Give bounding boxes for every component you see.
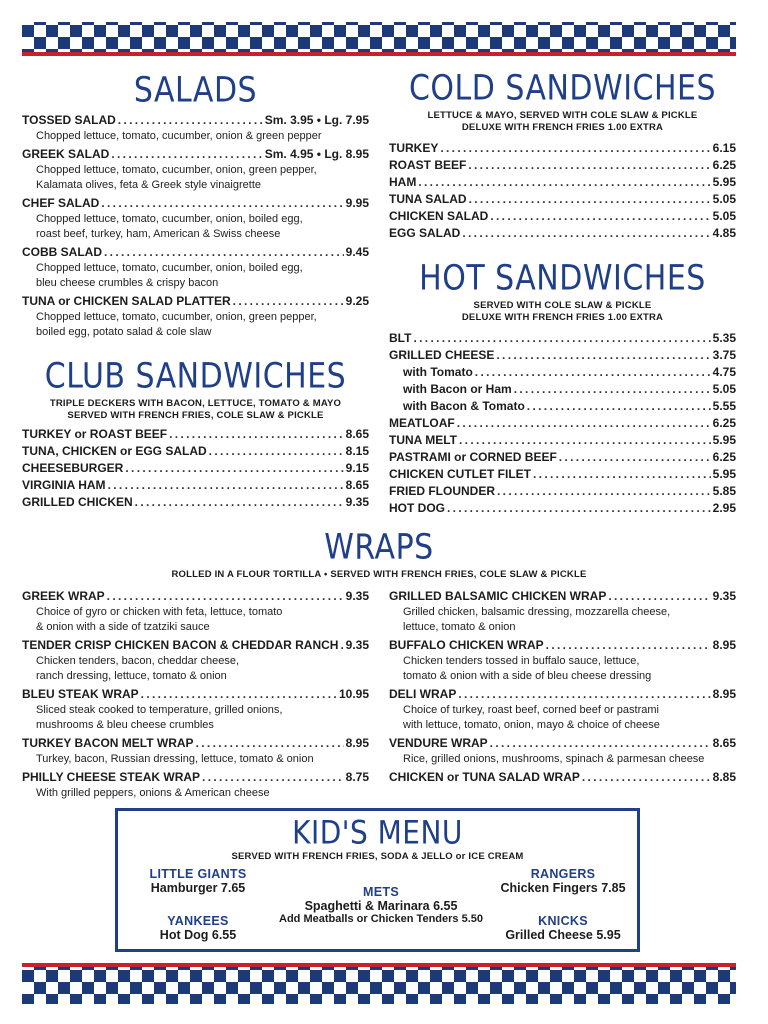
wraps-title: WRAPS (324, 527, 434, 568)
knicks-heading: KNICKS (538, 914, 588, 928)
menu-item-price: 2.95 (712, 501, 736, 515)
rangers-item: Chicken Fingers 7.85 (500, 881, 626, 895)
menu-item-description: Chopped lettuce, tomato, cucumber, onion & green pepper (36, 130, 322, 142)
menu-item-price: 8.95 (712, 687, 736, 701)
menu-item-price: 8.65 (712, 736, 736, 750)
dot-leader (514, 381, 711, 398)
menu-item-name: VENDURE WRAP (389, 736, 488, 750)
menu-item-price: 9.35 (712, 589, 736, 603)
dot-leader (582, 769, 711, 786)
dot-leader (169, 426, 344, 443)
menu-item (389, 381, 736, 398)
knicks-item: Grilled Cheese 5.95 (505, 928, 621, 942)
menu-item-price: 9.45 (345, 245, 369, 259)
menu-item-price: 8.15 (345, 444, 369, 458)
menu-item (22, 293, 369, 310)
menu-item-name: CHEESEBURGER (22, 461, 124, 475)
menu-item-description: Grilled chicken, balsamic dressing, mozzarella cheese, (403, 606, 671, 618)
menu-item (22, 426, 369, 443)
menu-item-description: With grilled peppers, onions & American cheese (36, 787, 270, 799)
dot-leader (107, 588, 344, 605)
menu-item (389, 157, 736, 174)
menu-item-description: & onion with a side of tzatziki sauce (36, 621, 210, 633)
menu-item (389, 415, 736, 432)
menu-item-price: 9.15 (345, 461, 369, 475)
cold-sandwiches-list (389, 140, 736, 242)
salads-title: SALADS (133, 70, 258, 111)
club-sandwiches-section (22, 356, 369, 511)
menu-item-price: 6.25 (712, 416, 736, 430)
dot-leader (118, 112, 263, 129)
mets-item: Spaghetti & Marinara 6.55 (304, 899, 458, 913)
kids-little-giants (138, 867, 258, 895)
menu-item-price: 9.35 (345, 638, 369, 652)
menu-item (22, 460, 369, 477)
menu-item-price: 8.95 (712, 638, 736, 652)
dot-leader (458, 686, 710, 703)
dot-leader (440, 140, 710, 157)
menu-item-name: ROAST BEEF (389, 158, 467, 172)
menu-item-price: 5.55 (712, 399, 736, 413)
dot-leader (202, 769, 344, 786)
menu-item (389, 208, 736, 225)
menu-item (389, 432, 736, 449)
menu-item-description: Chopped lettuce, tomato, cucumber, onion, green pepper, (36, 311, 317, 323)
dot-leader (101, 195, 343, 212)
little-giants-heading: LITTLE GIANTS (149, 867, 247, 881)
menu-item-description: mushrooms & bleu cheese crumbles (36, 719, 214, 731)
wraps-subtitle: ROLLED IN A FLOUR TORTILLA • SERVED WITH FRENCH FRIES, COLE SLAW & PICKLE (171, 569, 587, 580)
menu-item-price: 6.15 (712, 141, 736, 155)
menu-item-price: 5.05 (712, 382, 736, 396)
menu-item-description: roast beef, turkey, ham, American & Swiss cheese (36, 228, 281, 240)
dot-leader (233, 293, 344, 310)
menu-item-price: 8.85 (712, 770, 736, 784)
dot-leader (418, 174, 710, 191)
menu-item-name: with Bacon or Ham (403, 382, 512, 396)
menu-item-name: CHICKEN CUTLET FILET (389, 467, 531, 481)
menu-item-name: TURKEY BACON MELT WRAP (22, 736, 194, 750)
menu-item-description: tomato & onion with a side of bleu cheese dressing (403, 670, 652, 682)
club-sandwiches-list (22, 426, 369, 511)
menu-item-name: GRILLED BALSAMIC CHICKEN WRAP (389, 589, 607, 603)
dot-leader (559, 449, 711, 466)
menu-item-name: HOT DOG (389, 501, 445, 515)
club-sandwiches-title: CLUB SANDWICHES (44, 356, 347, 397)
menu-item (22, 244, 369, 261)
menu-item-price: 4.85 (712, 226, 736, 240)
dot-leader (457, 415, 711, 432)
dot-leader (546, 637, 711, 654)
menu-item (22, 195, 369, 212)
menu-item-name: CHICKEN SALAD (389, 209, 489, 223)
little-giants-item: Hamburger 7.65 (150, 881, 246, 895)
wraps-section (22, 527, 736, 803)
menu-item-name: PHILLY CHEESE STEAK WRAP (22, 770, 201, 784)
menu-item-name: BLT (389, 331, 412, 345)
menu-item-description: Chopped lettuce, tomato, cucumber, onion, boiled egg, (36, 262, 303, 274)
mets-heading: METS (363, 885, 399, 899)
kids-mets (268, 885, 494, 925)
menu-item-name: TUNA, CHICKEN or EGG SALAD (22, 444, 207, 458)
dot-leader (459, 432, 711, 449)
menu-item (22, 588, 369, 605)
menu-item-description: Chopped lettuce, tomato, cucumber, onion, green pepper, (36, 164, 317, 176)
menu-item-price: 6.25 (712, 158, 736, 172)
dot-leader (111, 146, 262, 163)
menu-item (22, 769, 369, 786)
dot-leader (340, 637, 343, 654)
menu-item-price: 5.85 (712, 484, 736, 498)
menu-item (389, 735, 736, 752)
menu-item-name: TUNA or CHICKEN SALAD PLATTER (22, 294, 231, 308)
checker-pattern (22, 22, 736, 52)
menu-item-description: Chicken tenders, bacon, cheddar cheese, (36, 655, 240, 667)
menu-item-price: 9.25 (345, 294, 369, 308)
cold-sandwiches-title: COLD SANDWICHES (408, 68, 717, 109)
menu-item-price: 5.95 (712, 467, 736, 481)
menu-item-price: 3.75 (712, 348, 736, 362)
dot-leader (108, 477, 344, 494)
salads-list (22, 112, 369, 340)
menu-item (389, 449, 736, 466)
menu-item (22, 146, 369, 163)
menu-item-name: CHEF SALAD (22, 196, 100, 210)
menu-item (389, 140, 736, 157)
menu-item-price: 6.25 (712, 450, 736, 464)
menu-item-name: BUFFALO CHICKEN WRAP (389, 638, 544, 652)
menu-item (389, 637, 736, 654)
hot-sandwiches-subtitle-2: DELUXE WITH FRENCH FRIES 1.00 EXTRA (461, 312, 664, 323)
menu-item (389, 347, 736, 364)
menu-item (22, 686, 369, 703)
dot-leader (209, 443, 344, 460)
dot-leader (196, 735, 344, 752)
dot-leader (496, 347, 710, 364)
menu-item-price: 9.35 (345, 495, 369, 509)
menu-item-price: Sm. 4.95 • Lg. 8.95 (264, 147, 369, 161)
salads-section (22, 70, 369, 342)
menu-item (389, 191, 736, 208)
menu-item (389, 174, 736, 191)
menu-item-name: EGG SALAD (389, 226, 461, 240)
menu-item-price: 5.05 (712, 192, 736, 206)
dot-leader (125, 460, 343, 477)
dot-leader (469, 191, 711, 208)
menu-item-name: GRILLED CHICKEN (22, 495, 133, 509)
menu-item-description: Choice of turkey, roast beef, corned beef or pastrami (403, 704, 659, 716)
menu-item-name: GREEK SALAD (22, 147, 110, 161)
dot-leader (527, 398, 711, 415)
menu-item-price: 5.95 (712, 175, 736, 189)
menu-item (22, 112, 369, 129)
dot-leader (104, 244, 344, 261)
kids-rangers (498, 867, 628, 895)
menu-item-price: Sm. 3.95 • Lg. 7.95 (264, 113, 369, 127)
bottom-checker-band (22, 963, 736, 1004)
mets-item-addon: Add Meatballs or Chicken Tenders 5.50 (279, 913, 483, 925)
dot-leader (413, 330, 710, 347)
menu-item (389, 769, 736, 786)
menu-item-name: TOSSED SALAD (22, 113, 116, 127)
menu-item-name: GRILLED CHEESE (389, 348, 495, 362)
menu-item-name: VIRGINIA HAM (22, 478, 106, 492)
menu-item-name: CHICKEN or TUNA SALAD WRAP (389, 770, 580, 784)
hot-sandwiches-subtitle-1: SERVED WITH COLE SLAW & PICKLE (473, 300, 652, 311)
menu-item (22, 494, 369, 511)
dot-leader (468, 157, 710, 174)
menu-item-price: 9.95 (345, 196, 369, 210)
menu-item-price: 5.05 (712, 209, 736, 223)
dot-leader (490, 208, 710, 225)
menu-item-description: Chicken tenders tossed in buffalo sauce, lettuce, (403, 655, 640, 667)
menu-item-description: Rice, grilled onions, mushrooms, spinach & parmesan cheese (403, 753, 705, 765)
menu-item-description: with lettuce, tomato, onion, mayo & choice of cheese (403, 719, 660, 731)
menu-item-name: TENDER CRISP CHICKEN BACON & CHEDDAR RANCH (22, 638, 339, 652)
menu-item (389, 330, 736, 347)
wraps-left-column (22, 588, 369, 803)
menu-item-description: Turkey, bacon, Russian dressing, lettuce, tomato & onion (36, 753, 314, 765)
menu-item (389, 225, 736, 242)
red-stripe (22, 52, 736, 56)
menu-item (22, 637, 369, 654)
cold-sandwiches-subtitle-2: DELUXE WITH FRENCH FRIES 1.00 EXTRA (461, 122, 664, 133)
yankees-item: Hot Dog 6.55 (159, 928, 237, 942)
menu-item-description: bleu cheese crumbles & crispy bacon (36, 277, 219, 289)
menu-item-price: 8.95 (345, 736, 369, 750)
menu-item-description: lettuce, tomato & onion (403, 621, 516, 633)
dot-leader (462, 225, 710, 242)
menu-item-name: TURKEY (389, 141, 439, 155)
menu-item-name: BLEU STEAK WRAP (22, 687, 139, 701)
menu-item (389, 398, 736, 415)
menu-item (389, 466, 736, 483)
menu-item (389, 483, 736, 500)
menu-item-price: 8.75 (345, 770, 369, 784)
dot-leader (447, 500, 711, 517)
menu-item-name: TURKEY or ROAST BEEF (22, 427, 168, 441)
dot-leader (141, 686, 337, 703)
menu-item-description: Choice of gyro or chicken with feta, lettuce, tomato (36, 606, 283, 618)
dot-leader (608, 588, 710, 605)
club-sandwiches-subtitle-1: TRIPLE DECKERS WITH BACON, LETTUCE, TOMATO & MAYO (49, 398, 342, 409)
kids-menu-title: KID'S MENU (292, 813, 463, 852)
hot-sandwiches-title: HOT SANDWICHES (419, 258, 706, 299)
kids-menu-subtitle: SERVED WITH FRENCH FRIES, SODA & JELLO or ICE CREAM (231, 851, 524, 862)
menu-item-description: Kalamata olives, feta & Greek style vinaigrette (36, 179, 261, 191)
dot-leader (533, 466, 711, 483)
menu-item-name: DELI WRAP (389, 687, 457, 701)
menu-item-name: FRIED FLOUNDER (389, 484, 495, 498)
menu-item-name: PASTRAMI or CORNED BEEF (389, 450, 557, 464)
cold-sandwiches-section (389, 68, 736, 242)
menu-item (389, 686, 736, 703)
menu-item-price: 8.65 (345, 478, 369, 492)
dot-leader (135, 494, 344, 511)
menu-item-price: 5.35 (712, 331, 736, 345)
menu-item-name: GREEK WRAP (22, 589, 105, 603)
dot-leader (490, 735, 711, 752)
dot-leader (475, 364, 711, 381)
menu-item (389, 364, 736, 381)
menu-item-description: Sliced steak cooked to temperature, grilled onions, (36, 704, 283, 716)
menu-item (389, 588, 736, 605)
menu-item-name: with Bacon & Tomato (403, 399, 525, 413)
kids-yankees (138, 914, 258, 942)
kids-knicks (498, 914, 628, 942)
wraps-right-column (389, 588, 736, 803)
menu-item-price: 5.95 (712, 433, 736, 447)
yankees-heading: YANKEES (167, 914, 229, 928)
menu-item-name: MEATLOAF (389, 416, 455, 430)
menu-item-name: COBB SALAD (22, 245, 102, 259)
menu-item-description: Chopped lettuce, tomato, cucumber, onion, boiled egg, (36, 213, 303, 225)
menu-item (22, 477, 369, 494)
dot-leader (497, 483, 711, 500)
menu-item (22, 735, 369, 752)
kids-menu-box (115, 808, 640, 952)
club-sandwiches-subtitle-2: SERVED WITH FRENCH FRIES, COLE SLAW & PICKLE (67, 410, 324, 421)
menu-item-name: with Tomato (403, 365, 473, 379)
menu-item (22, 443, 369, 460)
checker-pattern (22, 967, 736, 1004)
cold-sandwiches-subtitle-1: LETTUCE & MAYO, SERVED WITH COLE SLAW & PICKLE (427, 110, 698, 121)
menu-item-description: ranch dressing, lettuce, tomato & onion (36, 670, 227, 682)
menu-item-description: boiled egg, potato salad & cole slaw (36, 326, 212, 338)
menu-item-price: 8.65 (345, 427, 369, 441)
menu-item-price: 9.35 (345, 589, 369, 603)
menu-item-name: TUNA SALAD (389, 192, 467, 206)
rangers-heading: RANGERS (530, 867, 596, 881)
menu-item-price: 4.75 (712, 365, 736, 379)
menu-item-name: TUNA MELT (389, 433, 457, 447)
menu-item-name: HAM (389, 175, 417, 189)
menu-item-price: 10.95 (338, 687, 369, 701)
hot-sandwiches-list (389, 330, 736, 517)
top-checker-band (22, 22, 736, 56)
hot-sandwiches-section (389, 258, 736, 517)
menu-item (389, 500, 736, 517)
